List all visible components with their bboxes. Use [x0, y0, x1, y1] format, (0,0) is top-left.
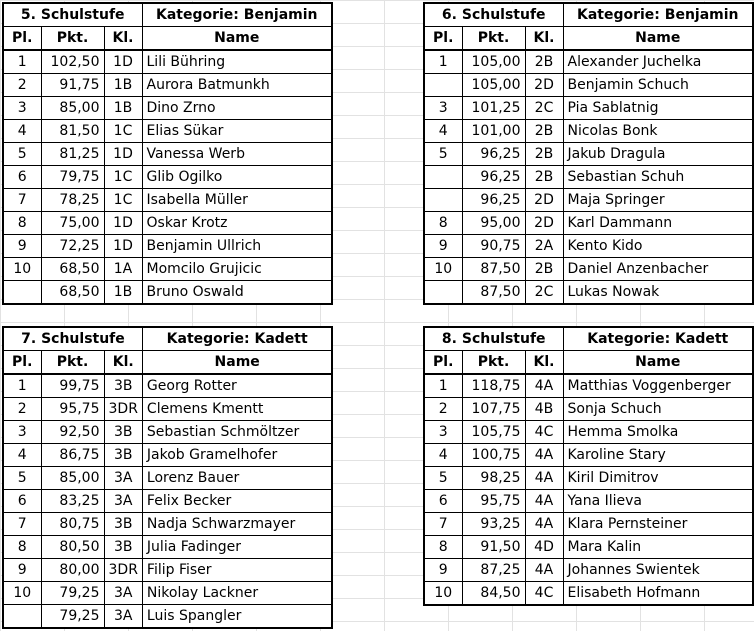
cell-class[interactable]: 3B: [104, 513, 142, 536]
cell-place[interactable]: 1: [3, 50, 41, 74]
cell-place[interactable]: 5: [3, 467, 41, 490]
cell-place[interactable]: 9: [424, 559, 462, 582]
cell-points[interactable]: 81,25: [41, 143, 104, 166]
header-pl[interactable]: Pl.: [424, 27, 462, 51]
cell-name[interactable]: Alexander Juchelka: [563, 50, 753, 74]
cell-points[interactable]: 99,75: [41, 374, 104, 398]
table-row: [3, 166, 332, 189]
cell-place[interactable]: 7: [424, 513, 462, 536]
header-pkt[interactable]: Pkt.: [41, 351, 104, 375]
table-row: [424, 467, 753, 490]
header-kl[interactable]: Kl.: [525, 27, 563, 51]
cell-name[interactable]: Georg Rotter: [142, 374, 332, 398]
cell-points[interactable]: 78,25: [41, 189, 104, 212]
cell-points[interactable]: 93,25: [462, 513, 525, 536]
cell-name[interactable]: Oskar Krotz: [142, 212, 332, 235]
cell-class[interactable]: 2B: [525, 258, 563, 281]
table-row: [3, 559, 332, 582]
cell-class[interactable]: 4A: [525, 444, 563, 467]
cell-points[interactable]: 95,00: [462, 212, 525, 235]
table-row: [3, 467, 332, 490]
cell-class[interactable]: 1C: [104, 166, 142, 189]
cell-points[interactable]: 96,25: [462, 143, 525, 166]
cell-name[interactable]: Karoline Stary: [563, 444, 753, 467]
cell-name[interactable]: Hemma Smolka: [563, 421, 753, 444]
cell-name[interactable]: Kiril Dimitrov: [563, 467, 753, 490]
cell-place[interactable]: 9: [424, 235, 462, 258]
cell-place[interactable]: 10: [3, 582, 41, 605]
header-pl[interactable]: Pl.: [424, 351, 462, 375]
table-row: [424, 536, 753, 559]
cell-points[interactable]: 81,50: [41, 120, 104, 143]
cell-place[interactable]: [424, 74, 462, 97]
results-table-5-schulstufe: [2, 2, 333, 305]
table-row: [3, 120, 332, 143]
table-row: [3, 582, 332, 605]
table-row: [424, 444, 753, 467]
cell-name[interactable]: Jakub Dragula: [563, 143, 753, 166]
table-title[interactable]: 8. Schulstufe: [424, 327, 563, 351]
cell-name[interactable]: Benjamin Ullrich: [142, 235, 332, 258]
cell-place[interactable]: 7: [3, 189, 41, 212]
header-pkt[interactable]: Pkt.: [462, 27, 525, 51]
cell-name[interactable]: Aurora Batmunkh: [142, 74, 332, 97]
header-name[interactable]: Name: [142, 351, 332, 375]
cell-name[interactable]: Maja Springer: [563, 189, 753, 212]
cell-class[interactable]: 4D: [525, 536, 563, 559]
cell-name[interactable]: Karl Dammann: [563, 212, 753, 235]
cell-place[interactable]: 7: [3, 513, 41, 536]
header-kl[interactable]: Kl.: [104, 351, 142, 375]
table-row: [424, 143, 753, 166]
cell-place[interactable]: [424, 189, 462, 212]
cell-points[interactable]: 87,50: [462, 281, 525, 305]
cell-class[interactable]: 2A: [525, 235, 563, 258]
cell-place[interactable]: 5: [424, 143, 462, 166]
table-row: [424, 97, 753, 120]
cell-place[interactable]: [3, 605, 41, 629]
cell-name[interactable]: Johannes Swientek: [563, 559, 753, 582]
cell-points[interactable]: 80,50: [41, 536, 104, 559]
cell-name[interactable]: Glib Ogilko: [142, 166, 332, 189]
table-row: [424, 398, 753, 421]
cell-name[interactable]: Sebastian Schmöltzer: [142, 421, 332, 444]
cell-class[interactable]: 3B: [104, 444, 142, 467]
table-row: [3, 536, 332, 559]
table-title[interactable]: 6. Schulstufe: [424, 3, 563, 27]
cell-class[interactable]: 1B: [104, 97, 142, 120]
cell-points[interactable]: 102,50: [41, 50, 104, 74]
cell-class[interactable]: 3A: [104, 582, 142, 605]
cell-place[interactable]: 6: [3, 490, 41, 513]
cell-place[interactable]: [3, 281, 41, 305]
cell-place[interactable]: 4: [3, 120, 41, 143]
cell-name[interactable]: Benjamin Schuch: [563, 74, 753, 97]
cell-place[interactable]: 3: [3, 421, 41, 444]
cell-place[interactable]: [424, 166, 462, 189]
cell-class[interactable]: 4A: [525, 490, 563, 513]
table-row: [424, 281, 753, 305]
cell-points[interactable]: 83,25: [41, 490, 104, 513]
cell-name[interactable]: Jakob Gramelhofer: [142, 444, 332, 467]
cell-points[interactable]: 95,75: [41, 398, 104, 421]
cell-class[interactable]: 2C: [525, 97, 563, 120]
cell-place[interactable]: [424, 281, 462, 305]
cell-name[interactable]: Lukas Nowak: [563, 281, 753, 305]
cell-class[interactable]: 3A: [104, 467, 142, 490]
cell-place[interactable]: 9: [3, 235, 41, 258]
table-row: [424, 258, 753, 281]
cell-class[interactable]: 4A: [525, 559, 563, 582]
header-kl[interactable]: Kl.: [525, 351, 563, 375]
cell-class[interactable]: 3A: [104, 490, 142, 513]
cell-points[interactable]: 85,00: [41, 97, 104, 120]
cell-points[interactable]: 87,50: [462, 258, 525, 281]
cell-points[interactable]: 68,50: [41, 258, 104, 281]
cell-place[interactable]: 10: [424, 582, 462, 606]
cell-place[interactable]: 1: [424, 374, 462, 398]
cell-points[interactable]: 79,25: [41, 605, 104, 629]
table-category[interactable]: Kategorie: Benjamin: [142, 3, 332, 27]
table-row: [3, 97, 332, 120]
table-row: [424, 513, 753, 536]
cell-place[interactable]: 10: [3, 258, 41, 281]
table-row: [424, 490, 753, 513]
table-row: [424, 166, 753, 189]
cell-points[interactable]: 92,50: [41, 421, 104, 444]
cell-place[interactable]: 2: [3, 398, 41, 421]
results-table-7-schulstufe: [2, 326, 333, 629]
cell-place[interactable]: 4: [424, 120, 462, 143]
cell-place[interactable]: 1: [424, 50, 462, 74]
table-row: [3, 189, 332, 212]
table-row: [3, 605, 332, 629]
cell-class[interactable]: 2C: [525, 281, 563, 305]
header-pkt[interactable]: Pkt.: [41, 27, 104, 51]
cell-name[interactable]: Elias Sükar: [142, 120, 332, 143]
cell-points[interactable]: 105,00: [462, 74, 525, 97]
cell-class[interactable]: 2D: [525, 189, 563, 212]
table-row: [3, 421, 332, 444]
cell-class[interactable]: 2D: [525, 74, 563, 97]
cell-name[interactable]: Filip Fiser: [142, 559, 332, 582]
cell-points[interactable]: 79,25: [41, 582, 104, 605]
cell-class[interactable]: 4A: [525, 467, 563, 490]
cell-points[interactable]: 107,75: [462, 398, 525, 421]
cell-name[interactable]: Nicolas Bonk: [563, 120, 753, 143]
cell-name[interactable]: Matthias Voggenberger: [563, 374, 753, 398]
cell-place[interactable]: 4: [3, 444, 41, 467]
table-row: [424, 421, 753, 444]
results-table-6-schulstufe: [423, 2, 754, 305]
cell-place[interactable]: 6: [424, 490, 462, 513]
table-row: [424, 50, 753, 74]
cell-place[interactable]: 2: [424, 398, 462, 421]
cell-points[interactable]: 100,75: [462, 444, 525, 467]
cell-name[interactable]: Lili Bühring: [142, 50, 332, 74]
cell-class[interactable]: 1A: [104, 258, 142, 281]
cell-place[interactable]: 2: [3, 74, 41, 97]
header-name[interactable]: Name: [142, 27, 332, 51]
cell-name[interactable]: Klara Pernsteiner: [563, 513, 753, 536]
cell-class[interactable]: 1D: [104, 212, 142, 235]
table-row: [3, 281, 332, 305]
cell-points[interactable]: 118,75: [462, 374, 525, 398]
cell-place[interactable]: 4: [424, 444, 462, 467]
cell-class[interactable]: 4C: [525, 421, 563, 444]
table-row: [3, 398, 332, 421]
table-row: [424, 582, 753, 606]
cell-name[interactable]: Vanessa Werb: [142, 143, 332, 166]
table-row: [3, 490, 332, 513]
cell-points[interactable]: 86,75: [41, 444, 104, 467]
table-row: [3, 444, 332, 467]
cell-class[interactable]: 3B: [104, 536, 142, 559]
cell-points[interactable]: 85,00: [41, 467, 104, 490]
cell-points[interactable]: 96,25: [462, 189, 525, 212]
cell-points[interactable]: 91,50: [462, 536, 525, 559]
cell-name[interactable]: Julia Fadinger: [142, 536, 332, 559]
header-name[interactable]: Name: [563, 351, 753, 375]
cell-points[interactable]: 68,50: [41, 281, 104, 305]
table-row: [424, 559, 753, 582]
table-row: [3, 513, 332, 536]
cell-class[interactable]: 3DR: [104, 559, 142, 582]
table-row: [3, 74, 332, 97]
cell-class[interactable]: 1D: [104, 235, 142, 258]
cell-points[interactable]: 98,25: [462, 467, 525, 490]
cell-class[interactable]: 4C: [525, 582, 563, 606]
cell-place[interactable]: 3: [3, 97, 41, 120]
cell-class[interactable]: 3A: [104, 605, 142, 629]
cell-class[interactable]: 2D: [525, 212, 563, 235]
cell-name[interactable]: Pia Sablatnig: [563, 97, 753, 120]
cell-points[interactable]: 72,25: [41, 235, 104, 258]
cell-place[interactable]: 5: [424, 467, 462, 490]
cell-place[interactable]: 10: [424, 258, 462, 281]
cell-class[interactable]: 1B: [104, 281, 142, 305]
cell-place[interactable]: 8: [424, 536, 462, 559]
cell-points[interactable]: 105,75: [462, 421, 525, 444]
table-row: [3, 374, 332, 398]
cell-class[interactable]: 1B: [104, 74, 142, 97]
cell-place[interactable]: 1: [3, 374, 41, 398]
cell-name[interactable]: Bruno Oswald: [142, 281, 332, 305]
cell-name[interactable]: Luis Spangler: [142, 605, 332, 629]
cell-class[interactable]: 3DR: [104, 398, 142, 421]
table-category[interactable]: Kategorie: Kadett: [142, 327, 332, 351]
cell-class[interactable]: 4A: [525, 513, 563, 536]
cell-name[interactable]: Mara Kalin: [563, 536, 753, 559]
cell-name[interactable]: Nadja Schwarzmayer: [142, 513, 332, 536]
header-kl[interactable]: Kl.: [104, 27, 142, 51]
cell-class[interactable]: 4A: [525, 374, 563, 398]
cell-points[interactable]: 101,25: [462, 97, 525, 120]
table-row: [3, 50, 332, 74]
table-row: [424, 120, 753, 143]
cell-points[interactable]: 75,00: [41, 212, 104, 235]
header-pl[interactable]: Pl.: [3, 351, 41, 375]
header-name[interactable]: Name: [563, 27, 753, 51]
cell-place[interactable]: 8: [3, 536, 41, 559]
table-row: [3, 212, 332, 235]
header-pl[interactable]: Pl.: [3, 27, 41, 51]
cell-points[interactable]: 90,75: [462, 235, 525, 258]
cell-class[interactable]: 1D: [104, 143, 142, 166]
cell-class[interactable]: 2B: [525, 50, 563, 74]
table-row: [424, 74, 753, 97]
cell-name[interactable]: Dino Zrno: [142, 97, 332, 120]
cell-name[interactable]: Lorenz Bauer: [142, 467, 332, 490]
cell-place[interactable]: 8: [424, 212, 462, 235]
cell-name[interactable]: Clemens Kmentt: [142, 398, 332, 421]
cell-place[interactable]: 3: [424, 421, 462, 444]
cell-class[interactable]: 3B: [104, 421, 142, 444]
cell-name[interactable]: Sonja Schuch: [563, 398, 753, 421]
cell-name[interactable]: Kento Kido: [563, 235, 753, 258]
results-table-8-schulstufe: [423, 326, 754, 606]
cell-points[interactable]: 80,75: [41, 513, 104, 536]
cell-points[interactable]: 84,50: [462, 582, 525, 606]
cell-class[interactable]: 4B: [525, 398, 563, 421]
cell-points[interactable]: 87,25: [462, 559, 525, 582]
cell-place[interactable]: 6: [3, 166, 41, 189]
cell-name[interactable]: Nikolay Lackner: [142, 582, 332, 605]
cell-place[interactable]: 8: [3, 212, 41, 235]
cell-name[interactable]: Daniel Anzenbacher: [563, 258, 753, 281]
cell-place[interactable]: 9: [3, 559, 41, 582]
cell-name[interactable]: Elisabeth Hofmann: [563, 582, 753, 606]
cell-class[interactable]: 1C: [104, 189, 142, 212]
cell-name[interactable]: Yana Ilieva: [563, 490, 753, 513]
cell-points[interactable]: 95,75: [462, 490, 525, 513]
cell-class[interactable]: 2B: [525, 143, 563, 166]
table-title[interactable]: 5. Schulstufe: [3, 3, 142, 27]
cell-points[interactable]: 79,75: [41, 166, 104, 189]
table-row: [424, 374, 753, 398]
cell-name[interactable]: Felix Becker: [142, 490, 332, 513]
cell-class[interactable]: 3B: [104, 374, 142, 398]
table-row: [3, 258, 332, 281]
table-row: [3, 143, 332, 166]
cell-class[interactable]: 1D: [104, 50, 142, 74]
cell-points[interactable]: 105,00: [462, 50, 525, 74]
cell-name[interactable]: Momcilo Grujicic: [142, 258, 332, 281]
header-pkt[interactable]: Pkt.: [462, 351, 525, 375]
cell-points[interactable]: 101,00: [462, 120, 525, 143]
cell-name[interactable]: Sebastian Schuh: [563, 166, 753, 189]
table-row: [424, 189, 753, 212]
table-title[interactable]: 7. Schulstufe: [3, 327, 142, 351]
cell-points[interactable]: 96,25: [462, 166, 525, 189]
cell-class[interactable]: 1C: [104, 120, 142, 143]
cell-points[interactable]: 80,00: [41, 559, 104, 582]
cell-name[interactable]: Isabella Müller: [142, 189, 332, 212]
table-category[interactable]: Kategorie: Kadett: [563, 327, 753, 351]
cell-class[interactable]: 2B: [525, 120, 563, 143]
cell-class[interactable]: 2B: [525, 166, 563, 189]
table-row: [424, 235, 753, 258]
table-row: [424, 212, 753, 235]
cell-place[interactable]: 3: [424, 97, 462, 120]
table-category[interactable]: Kategorie: Benjamin: [563, 3, 753, 27]
cell-points[interactable]: 91,75: [41, 74, 104, 97]
cell-place[interactable]: 5: [3, 143, 41, 166]
table-row: [3, 235, 332, 258]
